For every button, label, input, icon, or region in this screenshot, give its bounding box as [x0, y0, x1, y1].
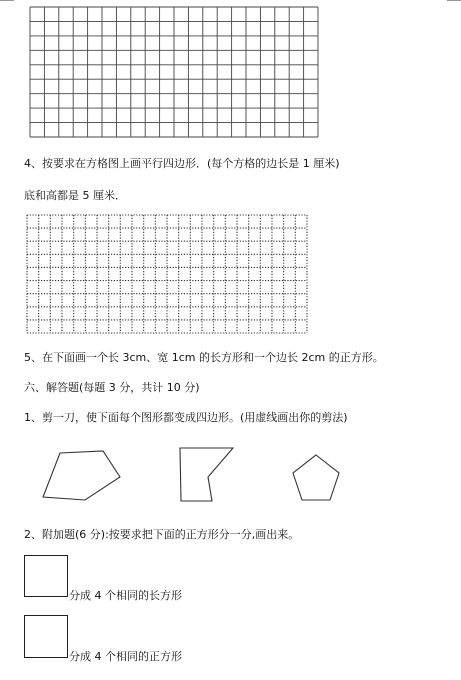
square-box-1	[24, 555, 68, 597]
square-grid-dotted	[27, 215, 307, 333]
square-box-2-caption: 分成 4 个相同的正方形	[69, 650, 182, 663]
question-4-line2: 底和高都是 5 厘米．	[24, 189, 126, 202]
shape-concave-polygon	[180, 448, 233, 501]
shape-irregular-pentagon	[43, 451, 120, 500]
section-6-title: 六、解答题(每题 3 分，共计 10 分)	[24, 381, 200, 394]
section-6-question-2: 2、附加题(6 分):按要求把下面的正方形分一分,画出来。	[24, 528, 300, 541]
shape-regular-pentagon	[293, 455, 339, 500]
shapes-row	[0, 440, 461, 510]
square-box-2	[24, 615, 68, 658]
square-box-1-caption: 分成 4 个相同的长方形	[69, 589, 182, 602]
square-grid-solid	[30, 7, 318, 137]
corner-mark-left	[0, 0, 14, 1]
section-6-question-1: 1、剪一刀，使下面每个图形都变成四边形。(用虚线画出你的剪法)	[24, 411, 348, 424]
corner-mark-right	[447, 0, 461, 1]
question-4-line1: 4、按要求在方格图上画平行四边形．(每个方格的边长是 1 厘米)	[24, 157, 340, 170]
question-5-text: 5、在下面画一个长 3cm、宽 1cm 的长方形和一个边长 2cm 的正方形。	[24, 351, 384, 364]
